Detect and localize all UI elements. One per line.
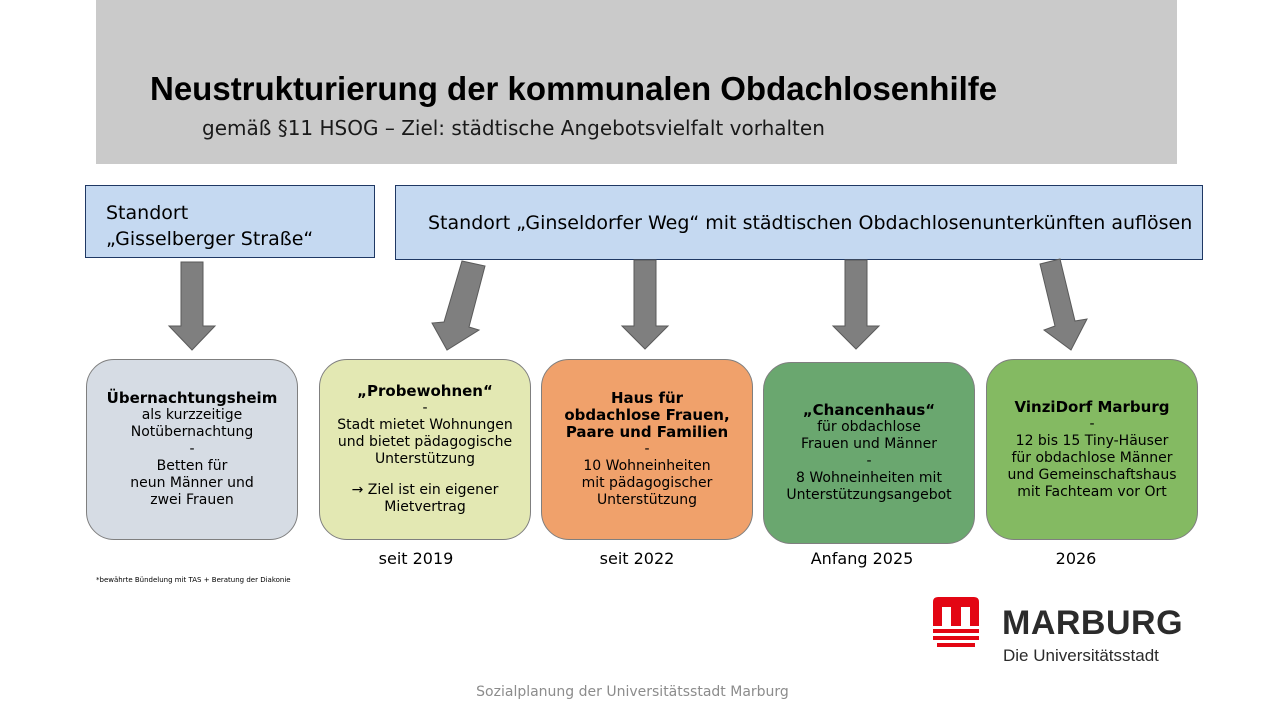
card-text: → Ziel ist ein eigener xyxy=(351,482,499,498)
card-text: und bietet pädagogische xyxy=(337,434,513,450)
card-text: Unterstützungsangebot xyxy=(786,487,952,503)
page-subtitle: gemäß §11 HSOG – Ziel: städtische Angebotsvielfalt vorhalten xyxy=(202,116,825,140)
card-title: Haus für xyxy=(610,389,684,407)
card-text: Unterstützung xyxy=(596,492,698,508)
logo-tagline: Die Universitätsstadt xyxy=(1003,646,1159,665)
card-uebernachtungsheim xyxy=(86,359,298,540)
card-text: 10 Wohneinheiten xyxy=(583,458,711,474)
arrow-down-icon xyxy=(622,260,668,349)
card-separator: - xyxy=(189,441,195,457)
card-text: Mietvertrag xyxy=(384,499,466,515)
card-haus-fuer-frauen-paare-familien xyxy=(541,359,753,540)
arrow-diagonal-icon xyxy=(432,261,485,350)
footer-text: Sozialplanung der Universitätsstadt Marburg xyxy=(476,684,789,700)
location-name: „Gisselberger Straße“ xyxy=(106,228,314,250)
card-separator: - xyxy=(422,400,428,416)
page-title: Neustrukturierung der kommunalen Obdachlosenhilfe xyxy=(150,70,998,107)
year-label: seit 2019 xyxy=(378,549,454,568)
card-chancenhaus xyxy=(763,362,975,544)
marburg-logo-icon xyxy=(931,596,981,648)
location-box-ginseldorfer: Standort „Ginseldorfer Weg“ mit städtischen Obdachlosenunterkünften auflösen xyxy=(395,185,1203,260)
card-text: für obdachlose Männer xyxy=(1011,449,1173,466)
card-separator: - xyxy=(866,453,872,469)
location-label: Standort xyxy=(106,202,189,224)
card-text: mit Fachteam vor Ort xyxy=(1017,483,1167,500)
card-vinzidorf xyxy=(986,359,1198,540)
card-title: VinziDorf Marburg xyxy=(1014,397,1170,416)
card-text: und Gemeinschaftshaus xyxy=(1007,466,1177,483)
card-separator: - xyxy=(1089,415,1095,432)
card-text: Stadt mietet Wohnungen xyxy=(337,417,513,433)
arrow-down-icon xyxy=(169,262,215,350)
card-text: als kurzzeitige xyxy=(141,407,243,423)
card-title: Paare und Familien xyxy=(565,423,729,441)
card-text: für obdachlose xyxy=(817,419,921,435)
card-title: Übernachtungsheim xyxy=(106,389,278,407)
card-text: Unterstützung xyxy=(374,451,476,467)
footnote: *bewährte Bündelung mit TAS + Beratung der Diakonie xyxy=(96,576,291,584)
year-label: 2026 xyxy=(1055,549,1097,568)
card-text: Notübernachtung xyxy=(130,424,254,440)
card-text: zwei Frauen xyxy=(150,492,234,508)
logo-wordmark: MARBURG xyxy=(1002,604,1184,642)
card-text: 12 bis 15 Tiny-Häuser xyxy=(1015,432,1169,449)
card-text: 8 Wohneinheiten mit xyxy=(796,470,942,486)
card-text: neun Männer und xyxy=(130,475,254,491)
card-title: obdachlose Frauen, xyxy=(564,406,730,424)
card-probewohnen xyxy=(319,359,531,540)
card-text: mit pädagogischer xyxy=(581,475,713,491)
card-text: Frauen und Männer xyxy=(800,436,938,452)
card-separator: - xyxy=(644,441,650,457)
year-label: seit 2022 xyxy=(599,549,675,568)
card-text: Betten für xyxy=(156,458,228,474)
year-label: Anfang 2025 xyxy=(810,549,914,568)
card-title: „Probewohnen“ xyxy=(357,382,493,400)
card-title: „Chancenhaus“ xyxy=(802,401,936,419)
arrow-diagonal-icon xyxy=(1040,259,1087,350)
arrow-down-icon xyxy=(833,260,879,349)
